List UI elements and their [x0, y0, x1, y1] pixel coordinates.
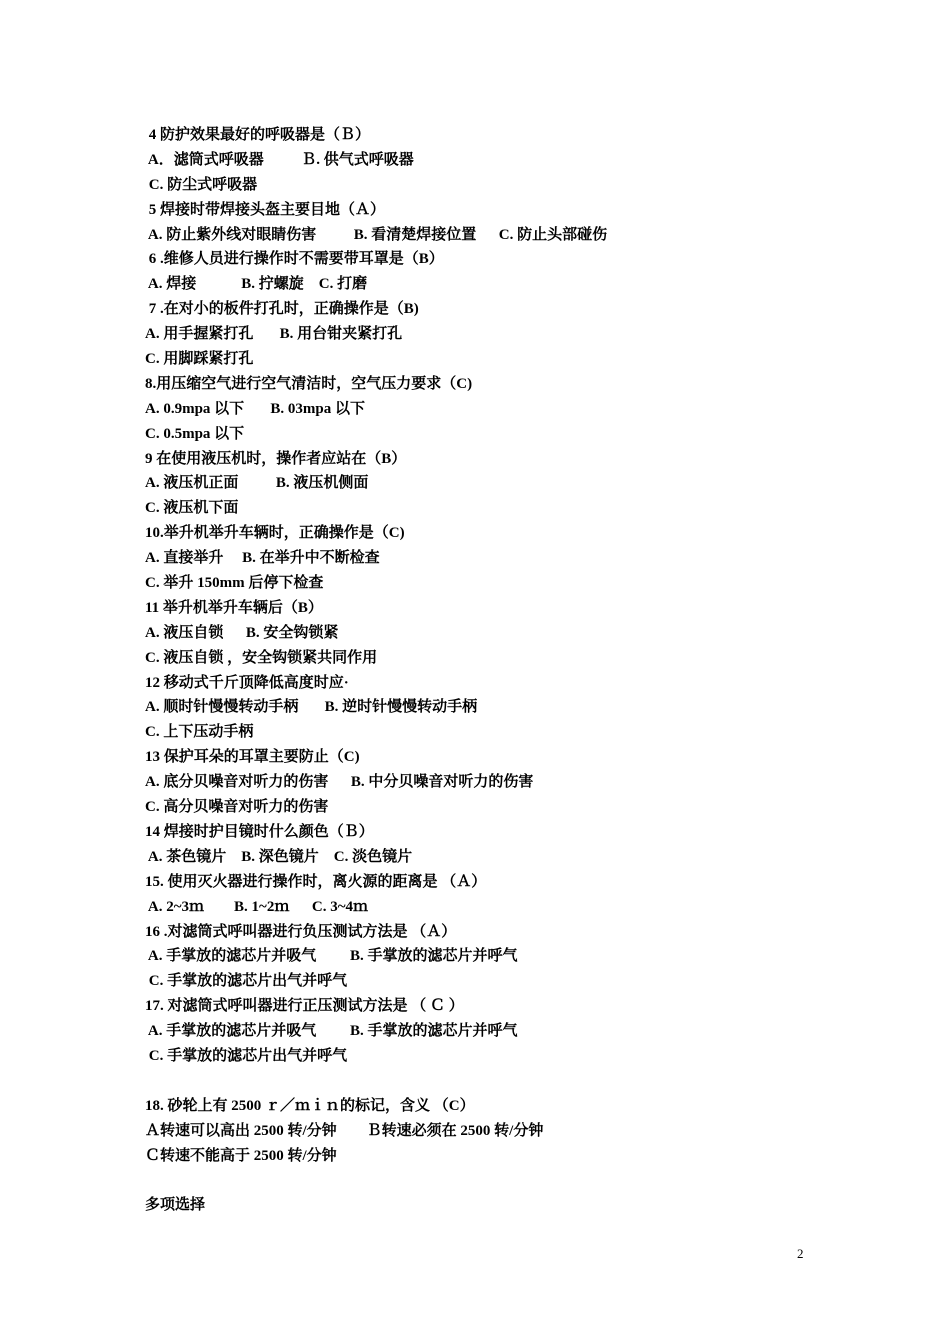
document-body	[145, 123, 845, 1218]
text-line: A. 液压机正面 B. 液压机侧面	[145, 475, 369, 492]
text-line: C. 高分贝噪音对听力的伤害	[145, 799, 329, 816]
text-line: A. 2~3ｍ B. 1~2ｍ C. 3~4ｍ	[145, 898, 368, 915]
text-line: A. 用手握紧打孔 B. 用台钳夹紧打孔	[145, 326, 403, 343]
text-line: Ｃ转速不能高于 2500 转/分钟	[145, 1147, 337, 1164]
text-line: C. 用脚踩紧打孔	[145, 351, 254, 368]
text-line: C. 上下压动手柄	[145, 724, 254, 741]
text-line: 14 焊接时护目镜时什么颜色（Ｂ）	[145, 823, 374, 840]
text-line: 10.举升机举升车辆时，正确操作是（C)	[145, 525, 405, 542]
text-line: C. 手掌放的滤芯片出气并呼气	[145, 1047, 348, 1064]
text-line: 11 举升机举升车辆后（B）	[145, 599, 323, 616]
text-line: 16 .对滤筒式呼叫器进行负压测试方法是 （Ａ）	[145, 923, 457, 940]
text-line: C. 手掌放的滤芯片出气并呼气	[145, 973, 348, 990]
page-number: 2	[797, 1246, 804, 1261]
text-line: 8.用压缩空气进行空气清洁时，空气压力要求（C)	[145, 375, 473, 392]
text-line: A. 茶色镜片 B. 深色镜片 C. 淡色镜片	[145, 848, 413, 865]
text-line: A. 直接举升 B. 在举升中不断检查	[145, 550, 380, 567]
text-line: A. 手掌放的滤芯片并吸气 B. 手掌放的滤芯片并呼气	[145, 948, 518, 965]
text-line: A. 液压自锁 B. 安全钩锁紧	[145, 624, 339, 641]
text-line: 17. 对滤筒式呼叫器进行正压测试方法是 （ Ｃ ）	[145, 998, 464, 1015]
text-line: A. 顺时针慢慢转动手柄 B. 逆时针慢慢转动手柄	[145, 699, 478, 716]
text-line: C. 防尘式呼吸器	[145, 176, 258, 193]
text-line: C. 液压自锁 ，安全钩锁紧共同作用	[145, 649, 378, 666]
text-line: 13 保护耳朵的耳罩主要防止（C)	[145, 749, 360, 766]
text-line: A. 防止紫外线对眼睛伤害 B. 看清楚焊接位置 C. 防止头部碰伤	[145, 226, 608, 243]
text-line: 18. 砂轮上有 2500 ｒ／ｍｉｎ的标记，含义 （C）	[145, 1097, 475, 1114]
blank-line	[145, 1168, 845, 1193]
text-line: A. 手掌放的滤芯片并吸气 B. 手掌放的滤芯片并呼气	[145, 1023, 518, 1040]
text-line: Ａ转速可以高出 2500 转/分钟 Ｂ转速必须在 2500 转/分钟	[145, 1122, 544, 1139]
text-line: A. 底分贝噪音对听力的伤害 B. 中分贝噪音对听力的伤害	[145, 774, 534, 791]
text-line: C. 举升 150mm 后停下检查	[145, 575, 324, 592]
text-line: 9 在使用液压机时，操作者应站在（B）	[145, 450, 407, 467]
text-line: 5 焊接时带焊接头盔主要目地（Ａ）	[145, 201, 386, 218]
text-line: 6 .维修人员进行操作时不需要带耳罩是（B）	[145, 251, 444, 268]
text-line: C. 液压机下面	[145, 500, 239, 517]
text-line: 多项选择	[145, 1197, 206, 1214]
text-line: 7 .在对小的板件打孔时，正确操作是（B)	[145, 301, 419, 318]
text-line: 4 防护效果最好的呼吸器是（Ｂ）	[145, 127, 371, 143]
text-line: 15. 使用灭火器进行操作时，离火源的距离是 （Ａ）	[145, 873, 487, 890]
text-line: A. 0.9mpa 以下 B. 03mpa 以下	[145, 400, 366, 417]
text-line: A. 焊接 B. 拧螺旋 C. 打磨	[145, 276, 368, 293]
blank-line	[145, 1069, 845, 1094]
text-line: A．滤筒式呼吸器 Ｂ. 供气式呼吸器	[145, 151, 414, 168]
text-line: 12 移动式千斤顶降低高度时应·	[145, 674, 349, 691]
text-line: C. 0.5mpa 以下	[145, 425, 245, 442]
